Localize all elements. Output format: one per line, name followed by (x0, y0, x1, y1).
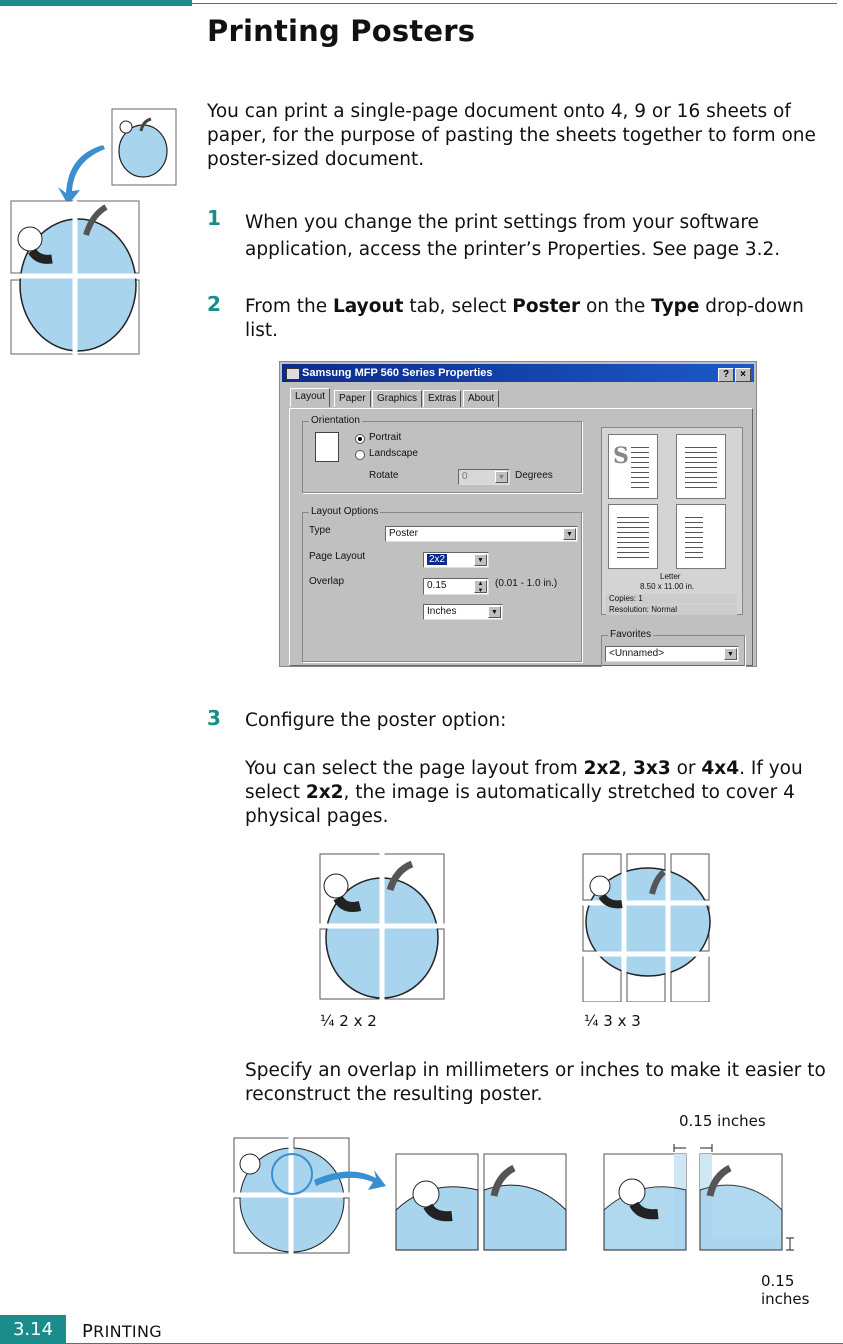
layout-options-label: Layout Options (311, 506, 379, 517)
header-bar (0, 0, 192, 6)
favorites-group (601, 629, 745, 666)
poster-2x2-diagram (316, 852, 448, 1002)
unit-value: Inches (427, 606, 457, 617)
overlap-label-top: 0.15 inches (679, 1112, 766, 1130)
s-letter-icon: S (613, 443, 629, 469)
arrow-icon (58, 145, 105, 205)
layout-options-group (302, 506, 582, 662)
dialog-titlebar (282, 364, 754, 382)
chevron-down-icon: ▼ (488, 606, 501, 618)
preview-page-4 (676, 504, 726, 569)
layout-panel (289, 408, 753, 666)
page-layout-value: 2x2 (429, 554, 446, 565)
properties-dialog (279, 361, 757, 667)
preview-page-1 (608, 434, 658, 499)
orientation-group (302, 415, 582, 493)
dialog-title: Samsung MFP 560 Series Properties (302, 367, 493, 379)
step-3-number: 3 (207, 706, 221, 730)
portrait-radio[interactable] (355, 434, 365, 444)
overlap-range: (0.01 - 1.0 in.) (495, 578, 558, 589)
rotate-select[interactable] (458, 469, 510, 485)
page-number: 3.14 (0, 1315, 66, 1344)
favorites-value: <Unnamed> (609, 648, 665, 659)
unit-select[interactable] (423, 604, 503, 620)
apple-thumbnail (112, 109, 176, 185)
tab-extras[interactable]: Extras (423, 390, 461, 407)
portrait-label: Portrait (369, 432, 402, 443)
landscape-radio[interactable] (355, 450, 365, 460)
step-3-text: Configure the poster option: (245, 710, 507, 731)
overlap-label-bottom: 0.15 inches (761, 1272, 810, 1308)
chevron-down-icon: ▼ (495, 471, 508, 483)
landscape-label: Landscape (369, 448, 418, 459)
overlap-input[interactable] (423, 578, 489, 595)
layout-paragraph: You can select the page layout from 2x2, 3x3 or 4x4. If you select 2x2, the image is automatically stretched to cover 4 physical pages. (245, 758, 803, 827)
step-2-text: From the Layout tab, select Poster on the Type drop-down list. (245, 296, 804, 341)
overlap-label: Overlap (309, 576, 345, 587)
type-label: Type (309, 525, 331, 536)
overlapped-pages (604, 1144, 794, 1250)
resolution-info: Resolution: Normal (606, 605, 737, 615)
chevron-down-icon: ▼ (563, 528, 576, 540)
poster-illustration (8, 105, 178, 355)
preview-page-2 (676, 434, 726, 499)
page-layout-select[interactable] (423, 552, 489, 568)
step-1-text: When you change the print settings from your software application, access the printer’s Properties. See page 3.2. (245, 212, 781, 260)
page-title: Printing Posters (207, 14, 476, 48)
favorites-label: Favorites (610, 629, 652, 640)
paper-size: 8.50 x 11.00 in. (640, 582, 695, 591)
header-rule (192, 3, 837, 4)
tab-about[interactable]: About (463, 390, 499, 407)
page-orientation-icon (315, 432, 339, 462)
close-button[interactable]: × (735, 368, 751, 382)
tab-paper[interactable]: Paper (334, 390, 371, 407)
tab-layout[interactable]: Layout (290, 388, 330, 407)
printer-icon (286, 368, 300, 380)
orientation-label: Orientation (311, 415, 360, 426)
help-button[interactable]: ? (718, 368, 734, 382)
caption-2x2: ¼ 2 x 2 (320, 1012, 377, 1030)
spinner-icon[interactable]: ▲ ▼ (474, 580, 487, 593)
favorites-select[interactable] (605, 646, 739, 662)
overlap-illustration (230, 1134, 830, 1258)
poster-3x3-diagram (580, 852, 712, 1002)
chevron-down-icon: ▼ (724, 648, 737, 660)
preview-page-3 (608, 504, 658, 569)
step-1-number: 1 (207, 206, 221, 230)
rotate-label: Rotate (369, 470, 399, 481)
small-2x2-poster (230, 1134, 354, 1258)
print-preview (601, 427, 743, 615)
chevron-down-icon: ▼ (474, 554, 487, 566)
paper-name: Letter (660, 572, 681, 581)
apple-poster-2x2 (8, 201, 143, 355)
overlap-value: 0.15 (427, 580, 447, 591)
degrees-label: Degrees (515, 470, 553, 481)
copies-info: Copies: 1 (606, 594, 737, 604)
zoomed-pages (396, 1154, 566, 1250)
tab-graphics[interactable]: Graphics (372, 390, 422, 407)
caption-3x3: ¼ 3 x 3 (584, 1012, 641, 1030)
type-value: Poster (389, 528, 418, 539)
type-select[interactable] (385, 526, 578, 542)
step-2-number: 2 (207, 292, 221, 316)
intro-paragraph: You can print a single-page document onto 4, 9 or 16 sheets of paper, for the purpose of pasting the sheets together to form one poster-sized document. (207, 101, 816, 170)
overlap-paragraph: Specify an overlap in millimeters or inches to make it easier to reconstruct the resulting poster. (245, 1060, 826, 1105)
rotate-value: 0 (462, 471, 468, 482)
section-title: PRINTING (82, 1321, 162, 1342)
page-layout-label: Page Layout (309, 551, 366, 562)
